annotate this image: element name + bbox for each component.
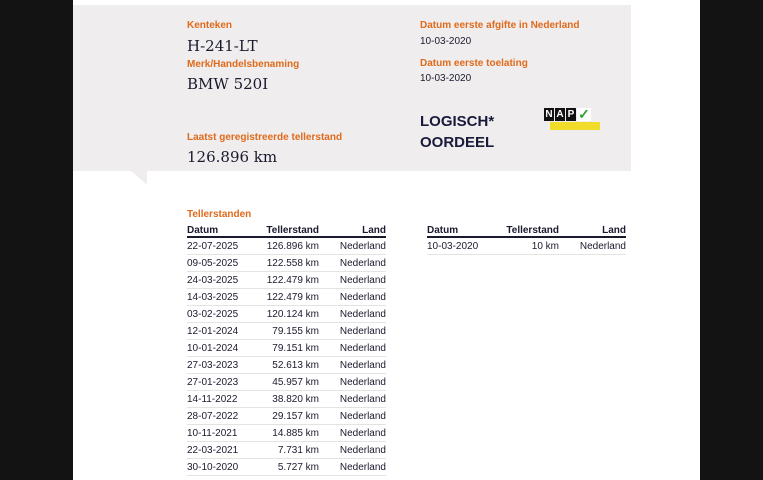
verdict-line-2: OORDEEL (420, 134, 495, 151)
readings-title: Tellerstanden (187, 209, 252, 220)
cell-country: Nederland (319, 237, 386, 255)
readings-table (187, 222, 386, 476)
cell-date: 03-02-2025 (187, 306, 257, 323)
cell-odometer: 7.731 km (257, 442, 319, 459)
first-issue-nl-value: 10-03-2020 (420, 36, 472, 47)
cell-date: 10-01-2024 (187, 340, 257, 357)
table-row (187, 306, 386, 323)
table-row (187, 408, 386, 425)
cell-date: 30-10-2020 (187, 459, 257, 476)
table-row (187, 425, 386, 442)
nap-logo-letter-a: A (556, 109, 564, 120)
cell-country: Nederland (319, 391, 386, 408)
cell-odometer: 45.957 km (257, 374, 319, 391)
make-label: Merk/Handelsbenaming (187, 59, 300, 70)
table-row (187, 323, 386, 340)
column-header-odometer: Tellerstand (257, 222, 319, 237)
cell-date: 22-07-2025 (187, 237, 257, 255)
table-row (187, 442, 386, 459)
table-row (187, 374, 386, 391)
table-row (187, 391, 386, 408)
cell-date: 24-03-2025 (187, 272, 257, 289)
header-notch (131, 171, 147, 185)
cell-date: 10-03-2020 (427, 237, 497, 255)
cell-odometer: 52.613 km (257, 357, 319, 374)
cell-country: Nederland (319, 408, 386, 425)
plate-value: H-241-LT (187, 37, 258, 55)
cell-odometer: 79.151 km (257, 340, 319, 357)
readings-table-continued (427, 222, 626, 255)
cell-odometer: 126.896 km (257, 237, 319, 255)
cell-odometer: 122.558 km (257, 255, 319, 272)
cell-odometer: 122.479 km (257, 272, 319, 289)
table-row (187, 272, 386, 289)
cell-date: 10-11-2021 (187, 425, 257, 442)
odometer-label: Laatst geregistreerde tellerstand (187, 132, 343, 143)
table-row (187, 340, 386, 357)
table-row (187, 237, 386, 255)
table-row (187, 289, 386, 306)
cell-date: 27-03-2023 (187, 357, 257, 374)
cell-country: Nederland (319, 323, 386, 340)
cell-date: 14-11-2022 (187, 391, 257, 408)
cell-date: 27-01-2023 (187, 374, 257, 391)
cell-odometer: 122.479 km (257, 289, 319, 306)
plate-label: Kenteken (187, 20, 233, 31)
cell-odometer: 5.727 km (257, 459, 319, 476)
cell-country: Nederland (559, 237, 626, 255)
column-header-date: Datum (187, 222, 257, 237)
column-header-country: Land (319, 222, 386, 237)
cell-date: 12-01-2024 (187, 323, 257, 340)
cell-country: Nederland (319, 289, 386, 306)
cell-country: Nederland (319, 357, 386, 374)
odometer-value: 126.896 km (187, 148, 278, 166)
cell-odometer: 79.155 km (257, 323, 319, 340)
cell-odometer: 38.820 km (257, 391, 319, 408)
cell-odometer: 14.885 km (257, 425, 319, 442)
cell-date: 14-03-2025 (187, 289, 257, 306)
make-value: BMW 520I (187, 75, 269, 93)
cell-date: 22-03-2021 (187, 442, 257, 459)
first-admission-value: 10-03-2020 (420, 73, 472, 84)
nap-logo-bar (550, 122, 600, 130)
cell-country: Nederland (319, 272, 386, 289)
table-row (187, 357, 386, 374)
readings-table-header (427, 222, 626, 237)
cell-odometer: 10 km (497, 237, 559, 255)
verdict-line-1: LOGISCH* (420, 113, 495, 130)
table-row (427, 237, 626, 255)
readings-table-header (187, 222, 386, 237)
column-header-country: Land (559, 222, 626, 237)
cell-country: Nederland (319, 442, 386, 459)
first-issue-nl-label: Datum eerste afgifte in Nederland (420, 20, 580, 31)
first-admission-label: Datum eerste toelating (420, 58, 528, 69)
checkmark-icon: ✓ (578, 106, 590, 122)
cell-odometer: 29.157 km (257, 408, 319, 425)
column-header-odometer: Tellerstand (497, 222, 559, 237)
report-page (73, 0, 700, 480)
cell-country: Nederland (319, 425, 386, 442)
cell-country: Nederland (319, 374, 386, 391)
cell-country: Nederland (319, 459, 386, 476)
cell-date: 09-05-2025 (187, 255, 257, 272)
cell-country: Nederland (319, 306, 386, 323)
table-row (187, 255, 386, 272)
column-header-date: Datum (427, 222, 497, 237)
nap-logo-letter-n: N (545, 109, 553, 120)
cell-country: Nederland (319, 255, 386, 272)
vehicle-summary-panel (73, 5, 631, 171)
verdict (420, 111, 494, 153)
nap-logo (544, 108, 600, 130)
cell-date: 28-07-2022 (187, 408, 257, 425)
cell-odometer: 120.124 km (257, 306, 319, 323)
table-row (187, 459, 386, 476)
nap-logo-letter-p: P (567, 109, 575, 120)
cell-country: Nederland (319, 340, 386, 357)
